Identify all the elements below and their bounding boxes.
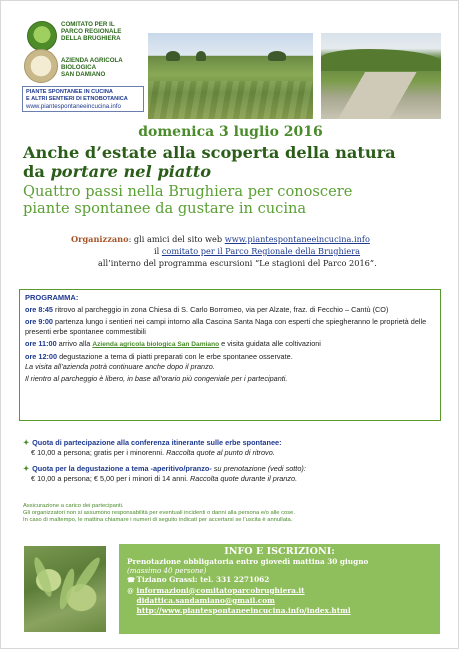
comitato-logo-icon <box>27 21 57 51</box>
landscape-photo <box>148 33 313 119</box>
quota-degustazione: ✦ Quota per la degustazione a tema -aperitivo/pranzo- su prenotazione (vedi sotto): € 10,00 a persona; € 5,00 per i minori di 14 anni. Raccolta quote durante il pranzo. <box>23 464 306 483</box>
comitato-name: COMITATO PER IL PARCO REGIONALE DELLA BRUGHIERA <box>61 21 122 42</box>
organizers-label: Organizzano <box>71 234 129 244</box>
phone-contact: ☎ Tiziano Grassi: tel. 331 2271062 <box>127 575 270 584</box>
program-item: ore 9:00 partenza lungo i sentieri nei campi intorno alla Cascina Santa Naga con esperti che spiegheranno le proprietà delle presenti erbe spontanee commestibili <box>25 317 427 336</box>
email-contact: didattica.sandamiano@gmail.com <box>136 596 275 605</box>
program-item: ore 12:00 degustazione a tema di piatti preparati con le erbe spontanee osservate. La visita all’azienda potrà continuare anche dopo il pranzo. <box>25 352 293 371</box>
program-item: ore 11:00 arrivo alla Azienda agricola biologica San Damiano e visita guidata alle coltivazioni <box>25 339 321 348</box>
site-link[interactable]: www.piantespontaneeincucina.info <box>224 234 370 244</box>
bullet-icon: ✦ <box>23 464 30 473</box>
path-photo <box>321 33 441 119</box>
program-item: ore 8:45 ritrovo al parcheggio in zona Chiesa di S. Carlo Borromeo, via per Alzate, fraz. di Fecchio – Cantù (CO) <box>25 305 389 314</box>
program-heading: PROGRAMMA: <box>25 293 79 302</box>
url-contact: http://www.piantespontaneeincucina.info/index.html <box>136 605 351 615</box>
email-icon: @ <box>127 586 134 595</box>
organizers-line2: il comitato per il Parco Regionale della Brughiera <box>154 246 361 256</box>
disclaimer: Assicurazione a carico dei partecipanti. Gli organizzatori non si assumono responsabilità per eventuali incidenti o danni alla persona e/o alle cose. In caso di maltempo, le mattina chiamare i numeri di seguito indicati per accertarsi se l’uscita è annullata. <box>23 503 295 523</box>
plant-photo <box>24 546 106 632</box>
bullet-icon: ✦ <box>23 438 30 447</box>
phone-icon: ☎ <box>127 576 136 584</box>
quota-conferenza: ✦ Quota di partecipazione alla conferenza itinerante sulle erbe spontanee: € 10,00 a persona; gratis per i minorenni. Raccolta quote al punto di ritrovo. <box>23 438 282 457</box>
headline: Anche d’estate alla scoperta della natura da portare nel piatto <box>23 143 396 181</box>
azienda-name: AZIENDA AGRICOLA BIOLOGICA SAN DAMIANO <box>61 57 123 78</box>
info-box: INFO E ISCRIZIONI: Prenotazione obbligatoria entro giovedì mattina 30 giugno (massimo 40 persone) ☎ Tiziano Grassi: tel. 331 2271062 @ informazioni@comitatoparcobrughiera.it didattica.sandamiano@gmail.com http://www.piantespontaneeincucina.info/index.html <box>119 544 440 634</box>
email-contact: @ informazioni@comitatoparcobrughiera.it <box>127 585 305 595</box>
program-box <box>19 289 441 421</box>
program-note: Il rientro al parcheggio è libero, in base all’orario più congeniale per i partecipanti. <box>25 374 288 383</box>
organizers-line3: all’interno del programma escursioni “Le stagioni del Parco 2016”. <box>98 258 377 268</box>
comitato-link[interactable]: comitato per il Parco Regionale della Brughiera <box>161 246 361 256</box>
event-date: domenica 3 luglio 2016 <box>138 124 323 140</box>
site-box: PIANTE SPONTANEE IN CUCINA E ALTRI SENTIERI DI ETNOBOTANICA www.piantespontaneeincucina.info <box>22 86 144 112</box>
azienda-link[interactable]: Azienda agricola biologica San Damiano <box>92 341 220 348</box>
azienda-logo-icon <box>24 49 58 83</box>
organizers-line1: Organizzano: gli amici del sito web www.piantespontaneeincucina.info <box>71 234 370 244</box>
subtitle: Quattro passi nella Brughiera per conoscere piante spontanee da gustare in cucina <box>23 183 353 217</box>
info-heading: INFO E ISCRIZIONI: <box>224 546 335 557</box>
